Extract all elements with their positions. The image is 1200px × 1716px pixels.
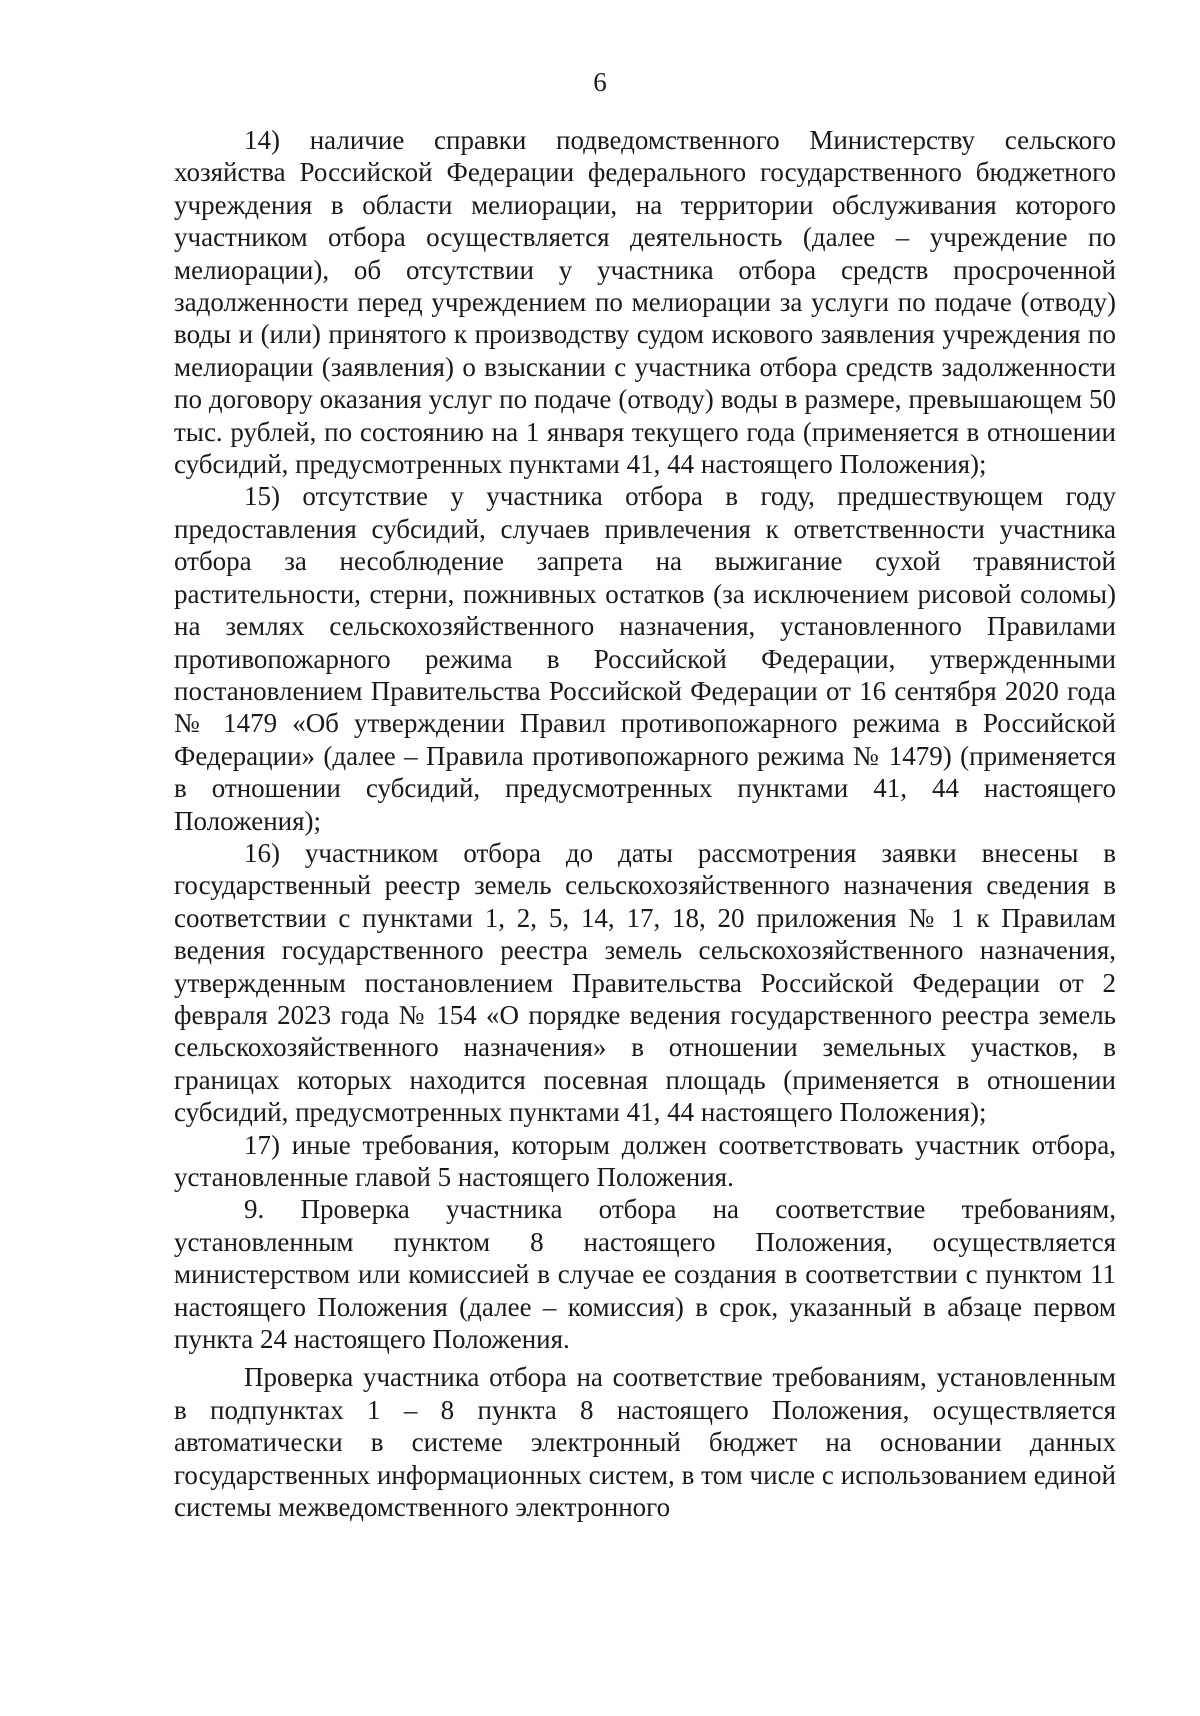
paragraph-item-16: 16) участником отбора до даты рассмотрения заявки внесены в государственный реестр земель сельскохозяйственного назначения сведения в соответствии с пунктами 1, 2, 5, 14, 17, 18, 20 приложения № 1 к Правилам ведения государственного реестра земель сельскохозяйственного назначения, утвержденным постановлением Правительства Российской Федерации от 2 февраля 2023 года № 154 «О порядке ведения государственного реестра земель сельскохозяйственного назначения» в отношении земельных участков, в границах которых находится посевная площадь (применяется в отношении субсидий, предусмотренных пунктами 41, 44 настоящего Положения); bbox=[174, 837, 1116, 1128]
paragraph-verification: Проверка участника отбора на соответствие требованиям, установленным в подпунктах 1 – 8 пункта 8 настоящего Положения, осуществляется автоматически в системе электронный бюджет на основании данных государственных информационных систем, в том числе с использованием единой системы межведомственного электронного bbox=[174, 1362, 1116, 1523]
page-number: 6 bbox=[593, 67, 607, 97]
paragraph-section-9: 9. Проверка участника отбора на соответствие требованиям, установленным пунктом 8 настоящего Положения, осуществляется министерством или комиссией в случае ее создания в соответствии с пунктом 11 настоящего Положения (далее – комиссия) в срок, указанный в абзаце первом пункта 24 настоящего Положения. bbox=[174, 1194, 1116, 1355]
document-body bbox=[174, 124, 1116, 1523]
paragraph-item-15: 15) отсутствие у участника отбора в году, предшествующем году предоставления субсидий, случаев привлечения к ответственности участника отбора за несоблюдение запрета на выжигание сухой травянистой растительности, стерни, пожнивных остатков (за исключением рисовой соломы) на землях сельскохозяйственного назначения, установленного Правилами противопожарного режима в Российской Федерации, утвержденными постановлением Правительства Российской Федерации от 16 сентября 2020 года № 1479 «Об утверждении Правил противопожарного режима в Российской Федерации» (далее – Правила противопожарного режима № 1479) (применяется в отношении субсидий, предусмотренных пунктами 41, 44 настоящего Положения); bbox=[174, 481, 1116, 836]
paragraph-item-17: 17) иные требования, которым должен соответствовать участник отбора, установленные главой 5 настоящего Положения. bbox=[174, 1129, 1116, 1192]
paragraph-item-14: 14) наличие справки подведомственного Министерству сельского хозяйства Российской Федерации федерального государственного бюджетного учреждения в области мелиорации, на территории обслуживания которого участником отбора осуществляется деятельность (далее – учреждение по мелиорации), об отсутствии у участника отбора средств просроченной задолженности перед учреждением по мелиорации за услуги по подаче (отводу) воды и (или) принятого к производству судом искового заявления учреждения по мелиорации (заявления) о взыскании с участника отбора средств задолженности по договору оказания услуг по подаче (отводу) воды в размере, превышающем 50 тыс. рублей, по состоянию на 1 января текущего года (применяется в отношении субсидий, предусмотренных пунктами 41, 44 настоящего Положения); bbox=[174, 125, 1116, 480]
